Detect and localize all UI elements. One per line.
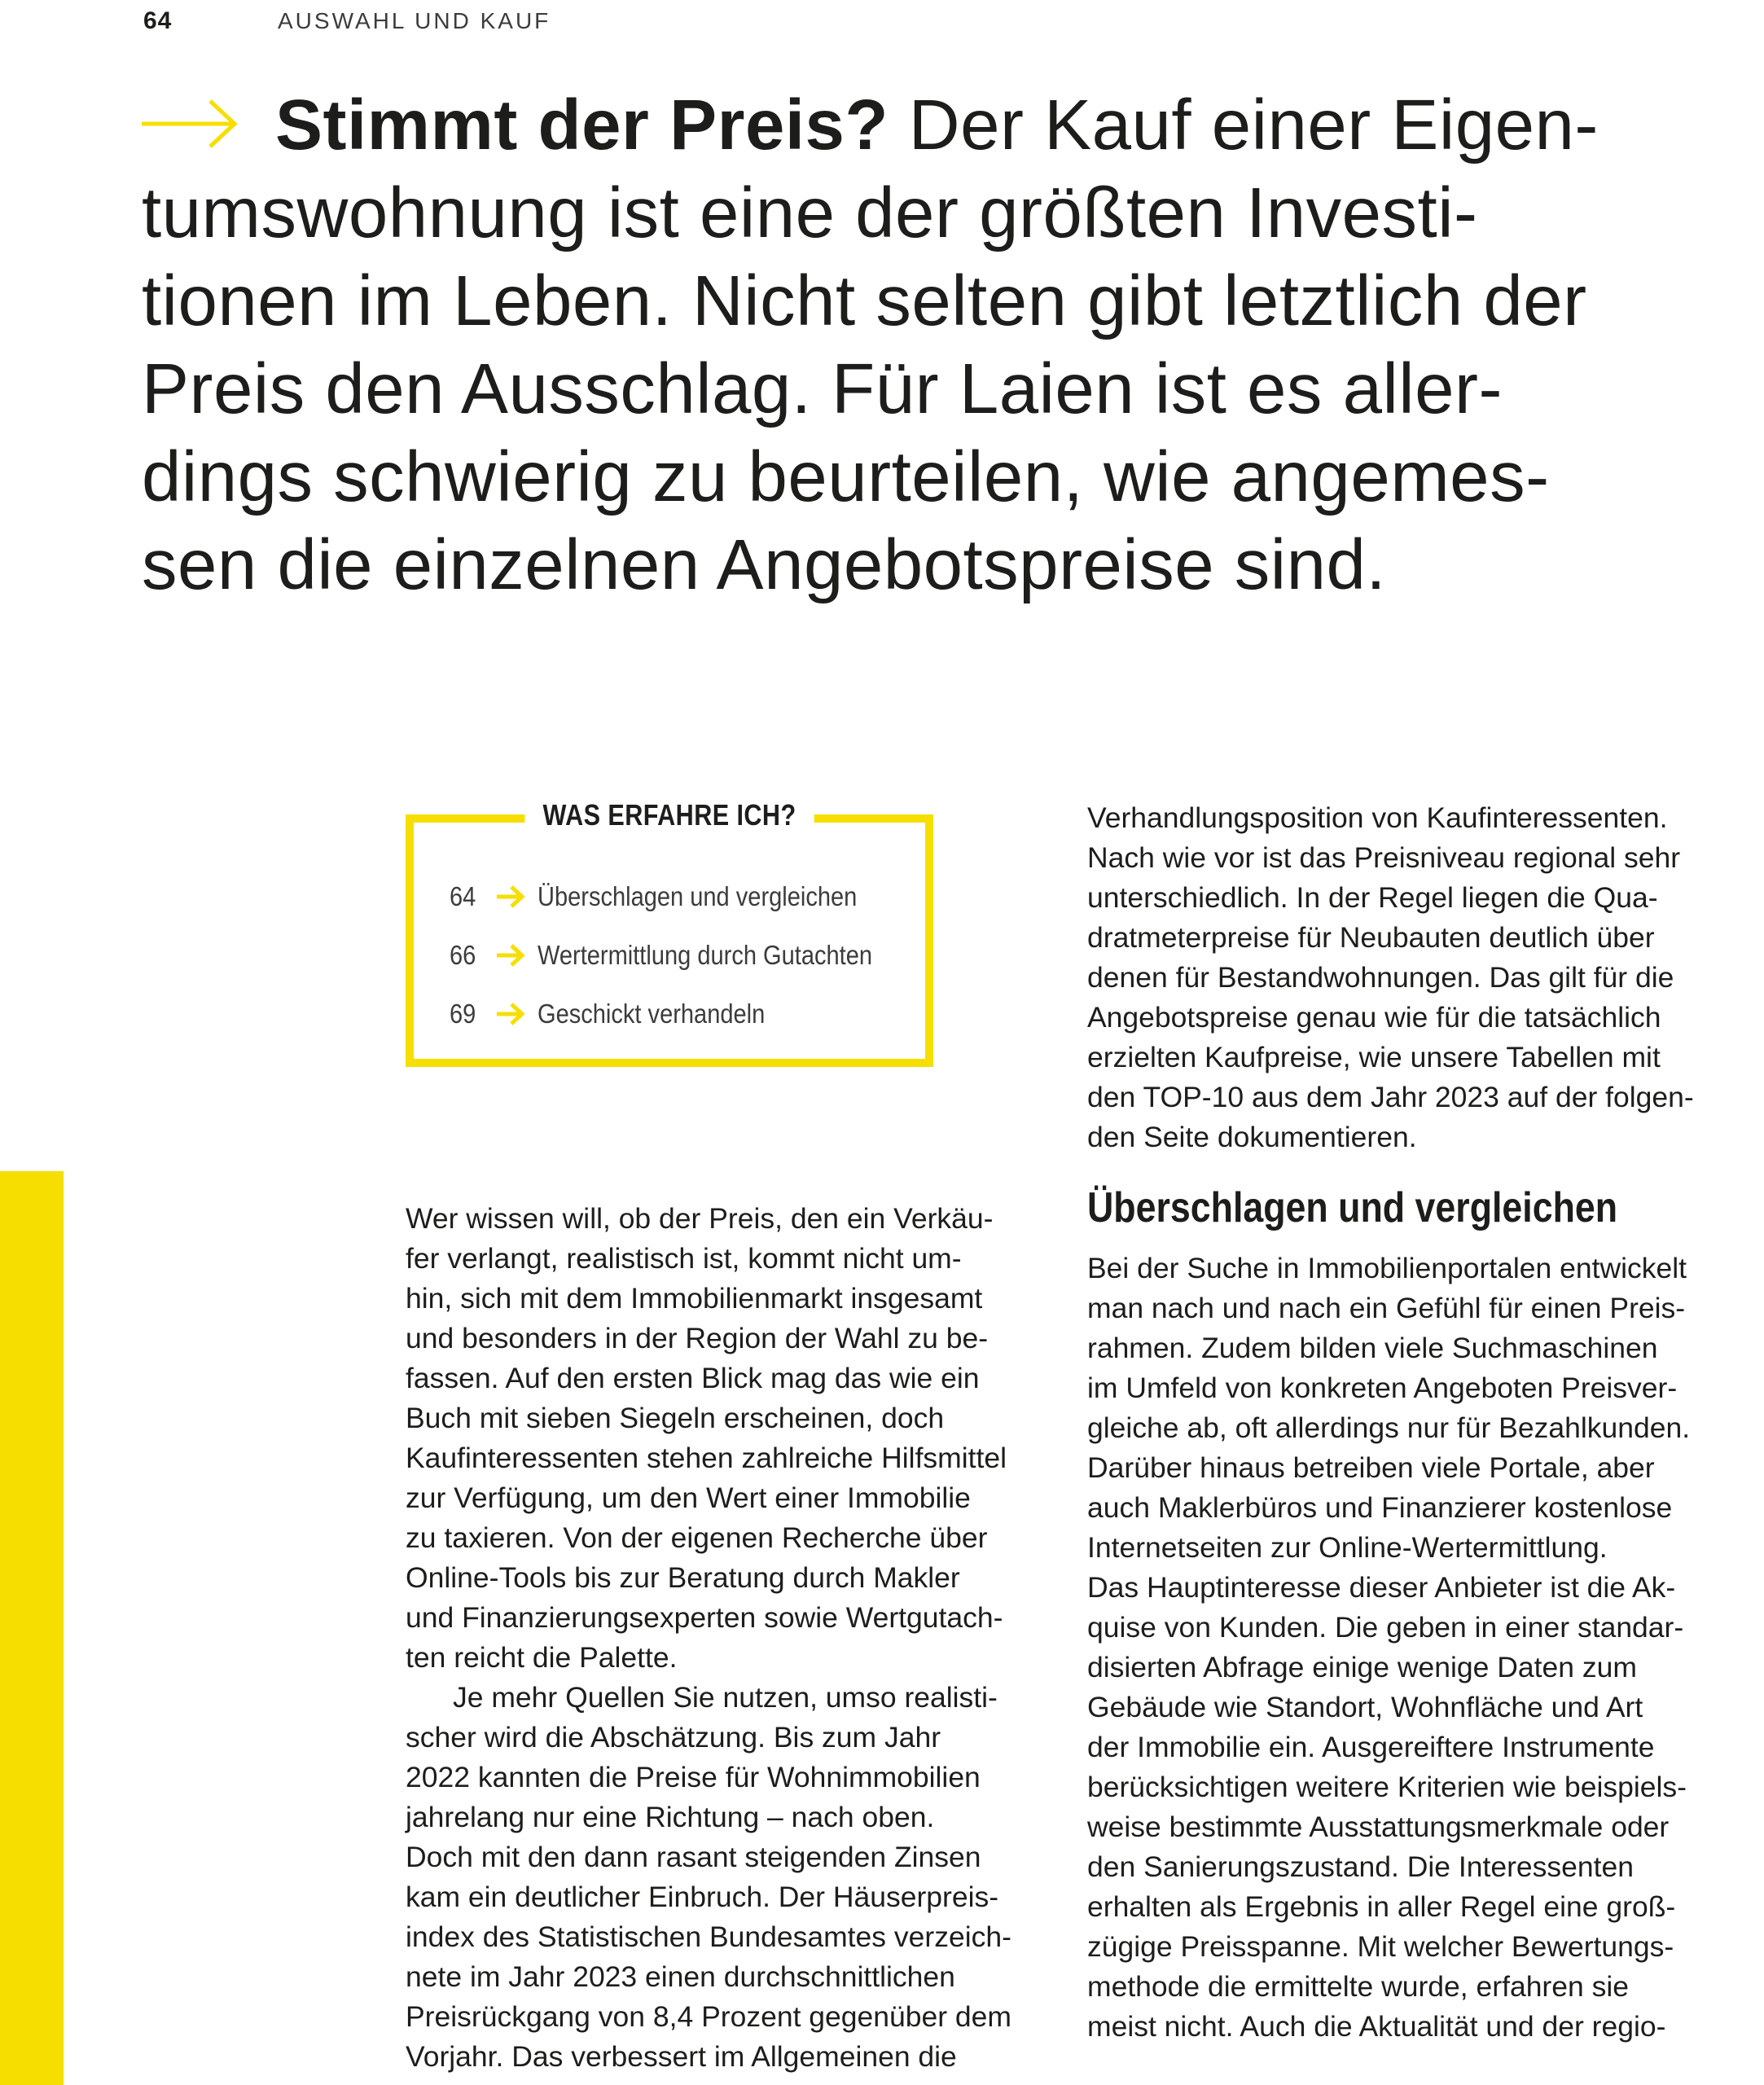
body-line: Verhandlungsposition von Kaufinteressenten. bbox=[1087, 801, 1668, 834]
toc-page-number: 66 bbox=[450, 940, 476, 970]
intro-line: dings schwierig zu beurteilen, wie angemes- bbox=[142, 437, 1550, 516]
right-column bbox=[1087, 798, 1731, 2047]
body-line: disierten Abfrage einige wenige Daten zum bbox=[1087, 1651, 1637, 1683]
intro-text-part: Der Kauf einer Eigen- bbox=[889, 86, 1599, 165]
toc-page-number: 69 bbox=[450, 999, 476, 1029]
body-line: den TOP-10 aus dem Jahr 2023 auf der folgen- bbox=[1087, 1081, 1694, 1113]
body-line: Online-Tools bis zur Beratung durch Makler bbox=[406, 1561, 960, 1594]
body-line: Nach wie vor ist das Preisniveau regional sehr bbox=[1087, 841, 1681, 874]
body-line: unterschiedlich. In der Regel liegen die Qua- bbox=[1087, 881, 1658, 914]
body-line: methode die ermittelte wurde, erfahren sie bbox=[1087, 1970, 1629, 2003]
body-line: und besonders in der Region der Wahl zu be- bbox=[406, 1322, 989, 1354]
page-number: 64 bbox=[143, 7, 173, 34]
body-line: erhalten als Ergebnis in aller Regel eine groß- bbox=[1087, 1890, 1676, 1923]
arrow-right-icon bbox=[492, 943, 528, 968]
body-line: gleiche ab, oft allerdings nur für Bezahlkunden. bbox=[1087, 1411, 1691, 1444]
arrow-right-icon bbox=[492, 1002, 528, 1026]
toc-item[interactable] bbox=[450, 867, 918, 926]
body-line: Das Hauptinteresse dieser Anbieter ist die Ak- bbox=[1087, 1571, 1676, 1604]
body-line: denen für Bestandwohnungen. Das gilt für die bbox=[1087, 961, 1674, 994]
body-line: man nach und nach ein Gefühl für einen Preis- bbox=[1087, 1292, 1686, 1324]
body-line: Kaufinteressenten stehen zahlreiche Hilfsmittel bbox=[406, 1442, 1007, 1474]
body-line: Internetseiten zur Online-Wertermittlung. bbox=[1087, 1531, 1608, 1564]
toc-label: Überschlagen und vergleichen bbox=[538, 881, 858, 911]
body-line: rahmen. Zudem bilden viele Suchmaschinen bbox=[1087, 1332, 1658, 1364]
toc-page-number: 64 bbox=[450, 881, 476, 911]
section-heading: Überschlagen und vergleichen bbox=[1087, 1184, 1618, 1231]
body-line: 2022 kannten die Preise für Wohnimmobilien bbox=[406, 1761, 981, 1793]
body-line: nete im Jahr 2023 einen durchschnittlichen bbox=[406, 1960, 955, 1993]
page-header bbox=[143, 5, 551, 37]
intro-line bbox=[142, 81, 1673, 169]
body-line: berücksichtigen weitere Kriterien wie beispiels- bbox=[1087, 1771, 1687, 1803]
yellow-side-bar bbox=[0, 1171, 64, 2085]
toc-title: WAS ERFAHRE ICH? bbox=[524, 798, 814, 832]
toc-list bbox=[450, 867, 918, 1043]
toc-box bbox=[406, 798, 933, 1067]
body-line: Doch mit den dann rasant steigenden Zinsen bbox=[406, 1841, 981, 1873]
body-line: Vorjahr. Das verbessert im Allgemeinen die bbox=[406, 2040, 957, 2073]
intro-line: tumswohnung ist eine der größten Investi- bbox=[142, 173, 1478, 252]
body-line: Je mehr Quellen Sie nutzen, umso realisti- bbox=[453, 1681, 998, 1714]
arrow-right-icon bbox=[142, 99, 238, 148]
intro-text bbox=[142, 81, 1673, 609]
body-line: hin, sich mit dem Immobilienmarkt insgesamt bbox=[406, 1282, 983, 1315]
body-line: meist nicht. Auch die Aktualität und der regio- bbox=[1087, 2010, 1666, 2043]
body-line: jahrelang nur eine Richtung – nach oben. bbox=[406, 1801, 935, 1833]
intro-line: tionen im Leben. Nicht selten gibt letztlich der bbox=[142, 261, 1587, 340]
body-line: ten reicht die Palette. bbox=[406, 1641, 678, 1674]
body-line: auch Maklerbüros und Finanzierer kostenlose bbox=[1087, 1491, 1673, 1524]
arrow-right-icon bbox=[492, 884, 528, 909]
toc-label: Wertermittlung durch Gutachten bbox=[538, 940, 873, 970]
toc-item[interactable] bbox=[450, 926, 918, 985]
body-line: Wer wissen will, ob der Preis, den ein Verkäu- bbox=[406, 1202, 994, 1235]
body-line: fassen. Auf den ersten Blick mag das wie ein bbox=[406, 1362, 980, 1394]
body-line: erzielten Kaufpreise, wie unsere Tabellen mit bbox=[1087, 1041, 1661, 1073]
toc-label: Geschickt verhandeln bbox=[538, 999, 766, 1029]
body-line: den Sanierungszustand. Die Interessenten bbox=[1087, 1850, 1634, 1883]
body-line: dratmeterpreise für Neubauten deutlich über bbox=[1087, 921, 1655, 954]
body-line: Preisrückgang von 8,4 Prozent gegenüber dem bbox=[406, 2000, 1011, 2033]
body-line: Buch mit sieben Siegeln erscheinen, doch bbox=[406, 1402, 945, 1434]
body-line: im Umfeld von konkreten Angeboten Preisver- bbox=[1087, 1372, 1678, 1404]
body-line: zu taxieren. Von der eigenen Recherche über bbox=[406, 1521, 988, 1554]
body-line: weise bestimmte Ausstattungsmerkmale oder bbox=[1087, 1811, 1670, 1843]
intro-line: Preis den Ausschlag. Für Laien ist es aller- bbox=[142, 349, 1503, 428]
body-line: Gebäude wie Standort, Wohnfläche und Art bbox=[1087, 1691, 1643, 1723]
body-line: den Seite dokumentieren. bbox=[1087, 1121, 1417, 1153]
body-line: Darüber hinaus betreiben viele Portale, aber bbox=[1087, 1451, 1655, 1484]
body-line: Angebotspreise genau wie für die tatsächlich bbox=[1087, 1001, 1661, 1034]
body-line: index des Statistischen Bundesamtes verzeich- bbox=[406, 1920, 1011, 1953]
body-line: zur Verfügung, um den Wert einer Immobilie bbox=[406, 1481, 971, 1514]
body-line: quise von Kunden. Die geben in einer standar- bbox=[1087, 1611, 1684, 1644]
body-line: scher wird die Abschätzung. Bis zum Jahr bbox=[406, 1721, 941, 1754]
section-label: AUSWAHL UND KAUF bbox=[278, 8, 551, 33]
intro-headline: Stimmt der Preis? bbox=[275, 86, 889, 165]
body-line: kam ein deutlicher Einbruch. Der Häuserpreis- bbox=[406, 1881, 999, 1913]
body-line: Bei der Suche in Immobilienportalen entwickelt bbox=[1087, 1252, 1687, 1284]
intro-line: sen die einzelnen Angebotspreise sind. bbox=[142, 525, 1387, 604]
body-line: zügige Preisspanne. Mit welcher Bewertungs- bbox=[1087, 1930, 1674, 1963]
body-line: und Finanzierungsexperten sowie Wertgutach- bbox=[406, 1601, 1003, 1634]
left-column bbox=[406, 1199, 1049, 2077]
body-line: fer verlangt, realistisch ist, kommt nicht um- bbox=[406, 1242, 962, 1275]
toc-item[interactable] bbox=[450, 985, 918, 1043]
body-line: der Immobilie ein. Ausgereiftere Instrumente bbox=[1087, 1731, 1655, 1763]
